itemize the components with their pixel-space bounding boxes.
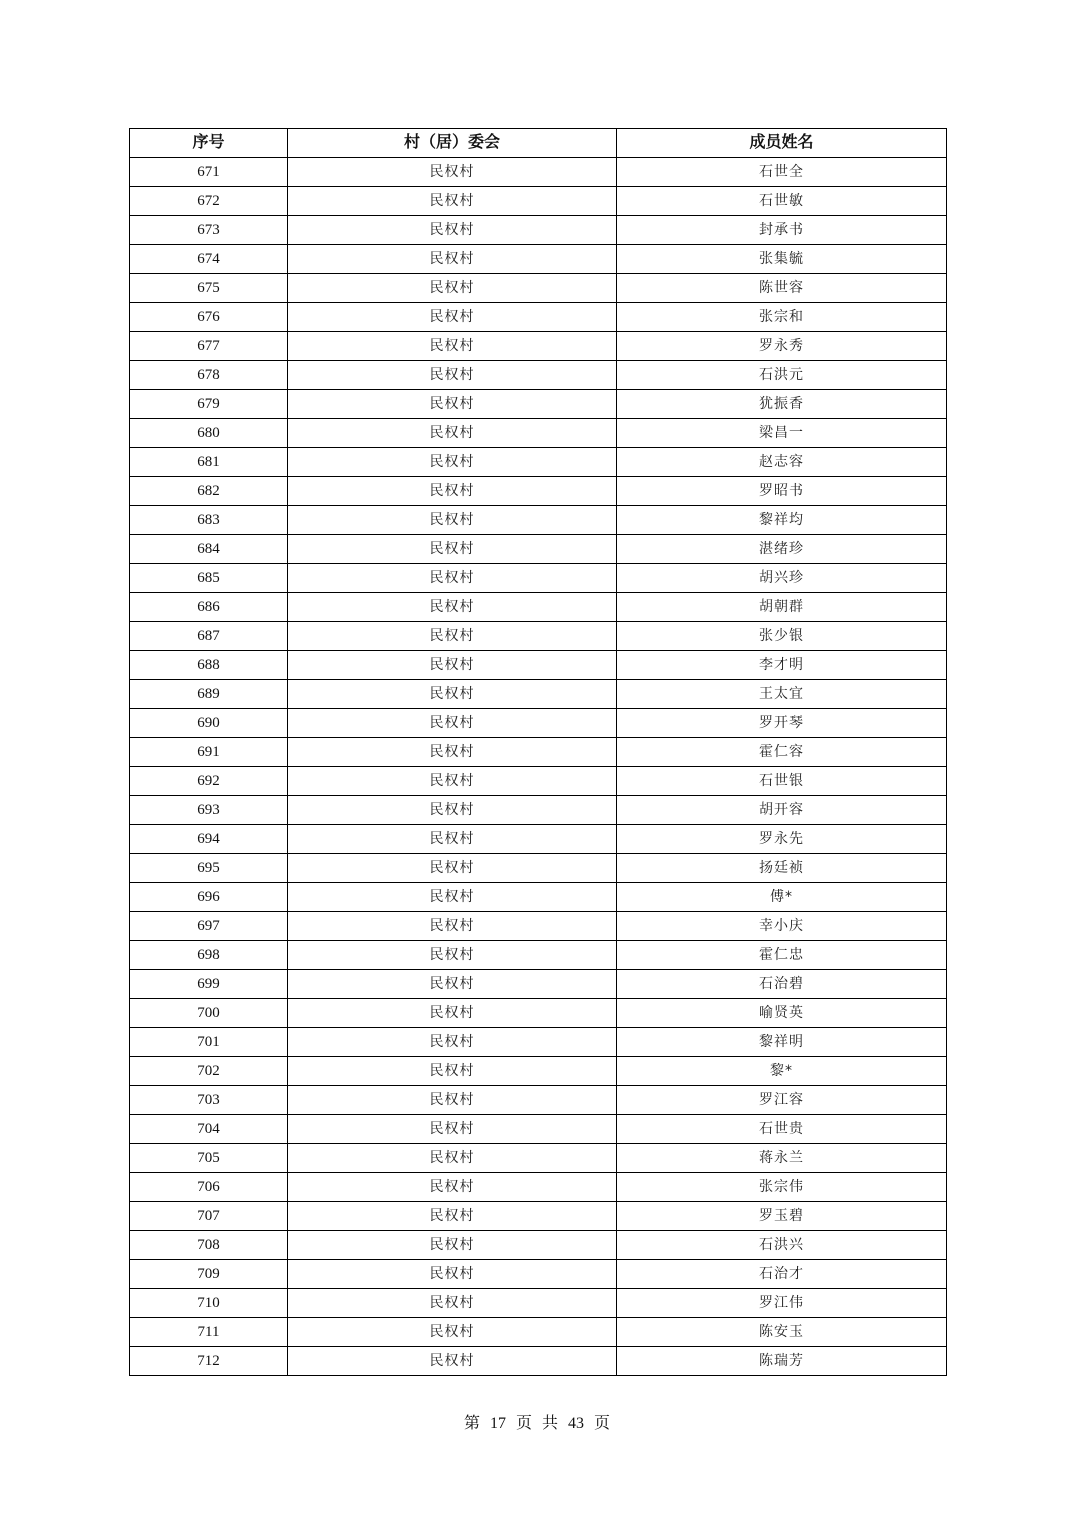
- row-serial-number: 693: [130, 796, 288, 825]
- row-serial-number: 692: [130, 767, 288, 796]
- row-village: 民权村: [288, 738, 617, 767]
- row-village: 民权村: [288, 535, 617, 564]
- row-member-name: 罗永秀: [617, 332, 947, 361]
- row-village: 民权村: [288, 912, 617, 941]
- row-serial-number: 706: [130, 1173, 288, 1202]
- table-row: [130, 158, 947, 187]
- table-row: [130, 970, 947, 999]
- row-member-name: 犹振香: [617, 390, 947, 419]
- table-row: [130, 1144, 947, 1173]
- table-row: [130, 419, 947, 448]
- row-village: 民权村: [288, 274, 617, 303]
- row-serial-number: 688: [130, 651, 288, 680]
- row-serial-number: 674: [130, 245, 288, 274]
- row-member-name: 石世贵: [617, 1115, 947, 1144]
- row-serial-number: 678: [130, 361, 288, 390]
- row-serial-number: 712: [130, 1347, 288, 1376]
- row-serial-number: 690: [130, 709, 288, 738]
- row-village: 民权村: [288, 970, 617, 999]
- row-member-name: 胡朝群: [617, 593, 947, 622]
- row-village: 民权村: [288, 709, 617, 738]
- row-serial-number: 703: [130, 1086, 288, 1115]
- table-body: [130, 158, 947, 1376]
- row-member-name: 陈瑞芳: [617, 1347, 947, 1376]
- row-serial-number: 687: [130, 622, 288, 651]
- row-member-name: 封承书: [617, 216, 947, 245]
- table-row: [130, 796, 947, 825]
- row-village: 民权村: [288, 1173, 617, 1202]
- row-village: 民权村: [288, 854, 617, 883]
- row-serial-number: 694: [130, 825, 288, 854]
- row-village: 民权村: [288, 477, 617, 506]
- row-member-name: 扬廷祯: [617, 854, 947, 883]
- page-footer: 第 17 页 共 43 页: [463, 1415, 610, 1432]
- row-serial-number: 699: [130, 970, 288, 999]
- row-member-name: 石世全: [617, 158, 947, 187]
- row-member-name: 罗玉碧: [617, 1202, 947, 1231]
- row-member-name: 黎祥均: [617, 506, 947, 535]
- row-village: 民权村: [288, 941, 617, 970]
- row-member-name: 赵志容: [617, 448, 947, 477]
- table-row: [130, 680, 947, 709]
- table-row: [130, 506, 947, 535]
- row-village: 民权村: [288, 1144, 617, 1173]
- row-serial-number: 671: [130, 158, 288, 187]
- row-village: 民权村: [288, 1231, 617, 1260]
- row-village: 民权村: [288, 999, 617, 1028]
- row-village: 民权村: [288, 1202, 617, 1231]
- row-member-name: 胡兴珍: [617, 564, 947, 593]
- row-village: 民权村: [288, 1347, 617, 1376]
- table-row: [130, 593, 947, 622]
- row-serial-number: 704: [130, 1115, 288, 1144]
- table-row: [130, 245, 947, 274]
- row-village: 民权村: [288, 158, 617, 187]
- row-member-name: 石洪元: [617, 361, 947, 390]
- row-member-name: 幸小庆: [617, 912, 947, 941]
- row-village: 民权村: [288, 187, 617, 216]
- row-village: 民权村: [288, 1318, 617, 1347]
- row-member-name: 张集毓: [617, 245, 947, 274]
- member-table-container: [129, 128, 946, 1376]
- table-row: [130, 390, 947, 419]
- table-row: [130, 1202, 947, 1231]
- row-village: 民权村: [288, 1289, 617, 1318]
- row-serial-number: 673: [130, 216, 288, 245]
- table-row: [130, 999, 947, 1028]
- table-row: [130, 912, 947, 941]
- table-row: [130, 767, 947, 796]
- table-row: [130, 738, 947, 767]
- row-member-name: 罗昭书: [617, 477, 947, 506]
- row-serial-number: 682: [130, 477, 288, 506]
- table-row: [130, 564, 947, 593]
- row-member-name: 霍仁容: [617, 738, 947, 767]
- row-village: 民权村: [288, 245, 617, 274]
- row-serial-number: 680: [130, 419, 288, 448]
- table-row: [130, 535, 947, 564]
- row-village: 民权村: [288, 767, 617, 796]
- row-village: 民权村: [288, 680, 617, 709]
- row-serial-number: 711: [130, 1318, 288, 1347]
- row-member-name: 霍仁忠: [617, 941, 947, 970]
- row-village: 民权村: [288, 419, 617, 448]
- row-member-name: 张宗和: [617, 303, 947, 332]
- row-member-name: 罗永先: [617, 825, 947, 854]
- row-village: 民权村: [288, 506, 617, 535]
- row-member-name: 罗开琴: [617, 709, 947, 738]
- member-table: [129, 128, 947, 1376]
- row-serial-number: 677: [130, 332, 288, 361]
- table-row: [130, 941, 947, 970]
- row-member-name: 陈安玉: [617, 1318, 947, 1347]
- row-village: 民权村: [288, 1086, 617, 1115]
- row-village: 民权村: [288, 332, 617, 361]
- row-village: 民权村: [288, 448, 617, 477]
- row-serial-number: 700: [130, 999, 288, 1028]
- row-serial-number: 676: [130, 303, 288, 332]
- table-row: [130, 622, 947, 651]
- table-row: [130, 477, 947, 506]
- row-serial-number: 710: [130, 1289, 288, 1318]
- row-serial-number: 701: [130, 1028, 288, 1057]
- row-serial-number: 672: [130, 187, 288, 216]
- table-row: [130, 1289, 947, 1318]
- row-member-name: 黎祥明: [617, 1028, 947, 1057]
- row-member-name: 胡开容: [617, 796, 947, 825]
- table-row: [130, 361, 947, 390]
- table-row: [130, 1347, 947, 1376]
- row-member-name: 罗江容: [617, 1086, 947, 1115]
- row-member-name: 张少银: [617, 622, 947, 651]
- table-row: [130, 1057, 947, 1086]
- row-village: 民权村: [288, 303, 617, 332]
- row-village: 民权村: [288, 651, 617, 680]
- table-row: [130, 825, 947, 854]
- row-serial-number: 707: [130, 1202, 288, 1231]
- row-village: 民权村: [288, 361, 617, 390]
- table-row: [130, 303, 947, 332]
- row-member-name: 王太宜: [617, 680, 947, 709]
- row-serial-number: 681: [130, 448, 288, 477]
- row-serial-number: 696: [130, 883, 288, 912]
- header-serial-number: 序号: [130, 129, 288, 158]
- row-village: 民权村: [288, 1028, 617, 1057]
- table-row: [130, 1260, 947, 1289]
- row-serial-number: 709: [130, 1260, 288, 1289]
- row-member-name: 石治碧: [617, 970, 947, 999]
- table-row: [130, 332, 947, 361]
- row-serial-number: 685: [130, 564, 288, 593]
- row-serial-number: 698: [130, 941, 288, 970]
- row-serial-number: 689: [130, 680, 288, 709]
- row-village: 民权村: [288, 1260, 617, 1289]
- row-member-name: 张宗伟: [617, 1173, 947, 1202]
- row-serial-number: 686: [130, 593, 288, 622]
- row-village: 民权村: [288, 796, 617, 825]
- row-serial-number: 697: [130, 912, 288, 941]
- row-member-name: 李才明: [617, 651, 947, 680]
- row-serial-number: 708: [130, 1231, 288, 1260]
- row-member-name: 蒋永兰: [617, 1144, 947, 1173]
- table-row: [130, 1231, 947, 1260]
- row-member-name: 黎*: [617, 1057, 947, 1086]
- table-row: [130, 274, 947, 303]
- table-row: [130, 1173, 947, 1202]
- row-member-name: 傅*: [617, 883, 947, 912]
- row-village: 民权村: [288, 825, 617, 854]
- row-member-name: 石世敏: [617, 187, 947, 216]
- row-village: 民权村: [288, 593, 617, 622]
- table-row: [130, 216, 947, 245]
- row-village: 民权村: [288, 564, 617, 593]
- table-row: [130, 709, 947, 738]
- row-serial-number: 695: [130, 854, 288, 883]
- table-row: [130, 1318, 947, 1347]
- table-row: [130, 187, 947, 216]
- table-row: [130, 448, 947, 477]
- row-village: 民权村: [288, 216, 617, 245]
- row-member-name: 石洪兴: [617, 1231, 947, 1260]
- row-village: 民权村: [288, 1057, 617, 1086]
- row-member-name: 湛绪珍: [617, 535, 947, 564]
- row-serial-number: 684: [130, 535, 288, 564]
- table-row: [130, 883, 947, 912]
- row-village: 民权村: [288, 390, 617, 419]
- row-member-name: 石治才: [617, 1260, 947, 1289]
- table-header-row: [130, 129, 947, 158]
- table-row: [130, 1086, 947, 1115]
- table-row: [130, 854, 947, 883]
- table-row: [130, 1028, 947, 1057]
- row-member-name: 喻贤英: [617, 999, 947, 1028]
- row-serial-number: 705: [130, 1144, 288, 1173]
- row-serial-number: 691: [130, 738, 288, 767]
- table-row: [130, 1115, 947, 1144]
- row-member-name: 石世银: [617, 767, 947, 796]
- row-member-name: 罗江伟: [617, 1289, 947, 1318]
- row-serial-number: 683: [130, 506, 288, 535]
- row-member-name: 陈世容: [617, 274, 947, 303]
- header-member-name: 成员姓名: [617, 129, 947, 158]
- row-village: 民权村: [288, 1115, 617, 1144]
- row-serial-number: 675: [130, 274, 288, 303]
- row-village: 民权村: [288, 622, 617, 651]
- row-serial-number: 702: [130, 1057, 288, 1086]
- row-member-name: 梁昌一: [617, 419, 947, 448]
- row-serial-number: 679: [130, 390, 288, 419]
- table-row: [130, 651, 947, 680]
- header-village-committee: 村（居）委会: [288, 129, 617, 158]
- row-village: 民权村: [288, 883, 617, 912]
